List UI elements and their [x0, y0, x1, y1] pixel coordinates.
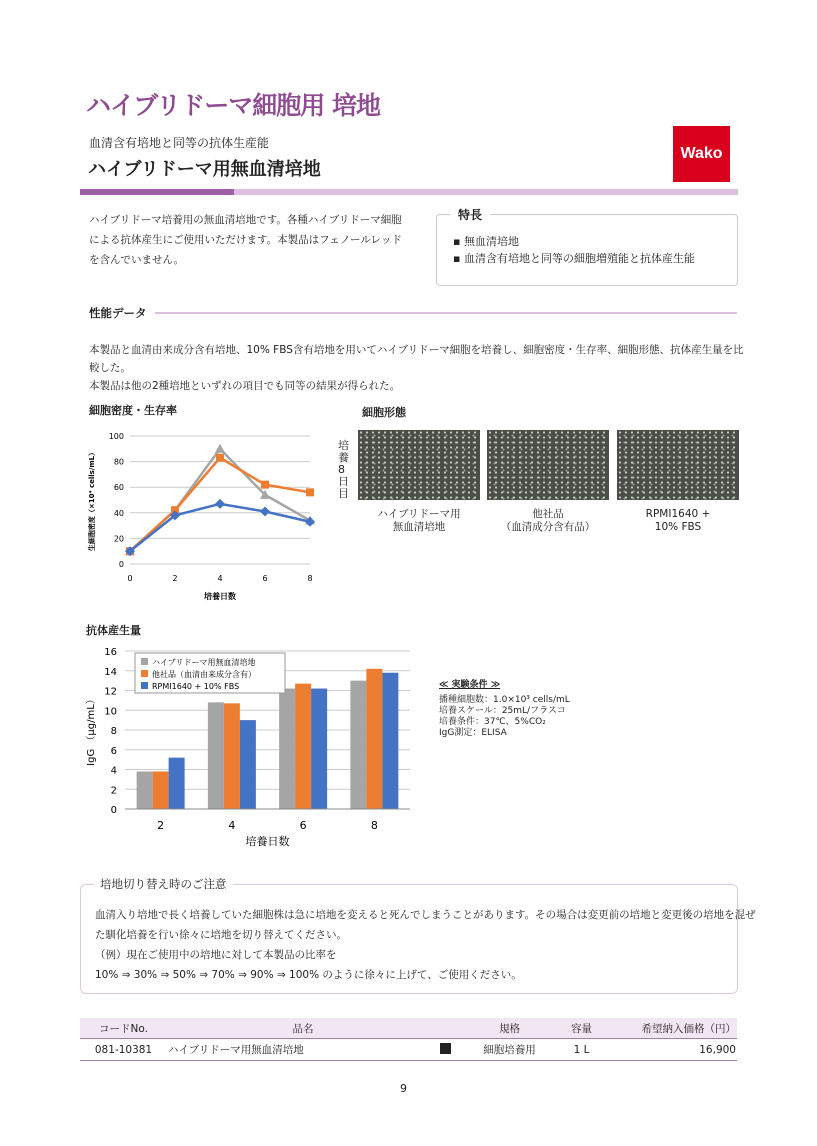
bar: [350, 681, 366, 809]
experiment-conditions: ≪ 実験条件 ≫ 播種細胞数：1.0×10³ cells/mL 培養スケール：25mL/フラスコ 培養条件：37℃、5%CO₂ IgG測定：ELISA: [439, 680, 570, 738]
bar: [366, 669, 382, 809]
subtitle: 血清含有培地と同等の抗体生産能: [89, 136, 270, 150]
intro-text: ハイブリドーマ培養用の無血清培地です。各種ハイブリドーマ細胞による抗体産生にご使用いただけます。本製品はフェノールレッドを含んでいません。: [89, 214, 402, 266]
page-title: ハイブリドーマ細胞用 培地: [86, 91, 380, 120]
cell-density-chart: [80, 420, 330, 610]
storage-icon: [439, 1039, 466, 1061]
micrograph-caption: 他社品 （血清成分含有品）: [500, 508, 596, 533]
data-point: [215, 499, 225, 509]
wako-logo: Wako: [673, 126, 730, 182]
data-point: [306, 488, 314, 496]
data-point: [216, 454, 224, 462]
page-number: 9: [400, 1082, 407, 1095]
legend-swatch: [141, 670, 148, 677]
bar: [169, 758, 185, 809]
y-tick-label: 14: [104, 666, 117, 678]
legend-swatch: [141, 658, 148, 665]
x-tick-label: 2: [157, 819, 165, 832]
product-name: ハイブリドーマ用無血清培地: [88, 159, 321, 180]
data-point: [261, 481, 269, 489]
bar: [311, 689, 327, 809]
x-tick-label: 2: [172, 574, 178, 583]
bar: [137, 771, 153, 809]
header-divider: [80, 189, 234, 195]
x-tick-label: 4: [217, 574, 223, 583]
x-tick-label: 8: [370, 819, 378, 832]
bar: [279, 689, 295, 809]
legend-label: ハイブリドーマ用無血清培地: [152, 658, 256, 667]
micrograph-image: [358, 430, 480, 500]
y-axis-label: 生細胞密度（×10⁴ cells/mL）: [88, 448, 96, 552]
bar-chart-title: 抗体産生量: [86, 624, 141, 637]
bar: [208, 702, 224, 809]
feature-item: ▪ 無血清培地: [453, 235, 519, 248]
features-label: 特長: [450, 206, 490, 223]
notice-text: 血清入り培地で長く培養していた細胞株は急に培地を変えると死んでしまうことがあります。その場合は変更前の培地と変更後の培地を混ぜ た馴化培養を行い徐々に培地を切り替えてください。 （例）現在ご使用中の培地に対して本製品の比率を 10% ⇒ 30% ⇒ 50% ⇒ 70% ⇒ 90% ⇒ 100% のように徐々に上げて、ご使用ください。: [95, 909, 756, 981]
x-axis-label: 培養日数: [245, 835, 290, 848]
micrograph-caption: RPMI1640 + 10% FBS: [645, 508, 711, 533]
data-point: [260, 507, 270, 517]
legend-label: RPMI1640 + 10% FBS: [152, 682, 240, 691]
y-tick-label: 12: [104, 686, 117, 698]
y-tick-label: 80: [113, 457, 124, 467]
y-tick-label: 60: [113, 483, 124, 493]
y-tick-label: 20: [113, 534, 124, 544]
section-heading: 性能データ: [89, 305, 155, 321]
notice-title: 培地切り替え時のご注意: [94, 876, 233, 892]
y-tick-label: 4: [110, 765, 117, 777]
bar: [240, 720, 256, 809]
legend-swatch: [141, 682, 148, 689]
product-table: [80, 1018, 737, 1061]
micrograph-image: [487, 430, 609, 500]
bar: [295, 684, 311, 809]
legend-label: 他社品（血清由来成分含有）: [152, 670, 256, 679]
igg-production-chart: [80, 640, 420, 850]
micrograph-image: [617, 430, 739, 500]
x-tick-label: 4: [228, 819, 236, 832]
y-tick-label: 10: [104, 706, 117, 718]
morphology-title: 細胞形態: [362, 406, 406, 419]
y-tick-label: 0: [110, 805, 117, 816]
header-divider-light: [234, 189, 738, 195]
bar: [382, 673, 398, 809]
y-tick-label: 0: [118, 560, 124, 569]
line-chart-title: 細胞密度・生存率: [89, 404, 177, 417]
micrograph-caption: ハイブリドーマ用 無血清培地: [377, 508, 461, 533]
table-header: コードNo. 品名 規格 容量 希望納入価格（円）: [80, 1018, 737, 1039]
y-tick-label: 40: [113, 508, 124, 518]
bar: [224, 703, 240, 809]
y-tick-label: 8: [110, 726, 117, 737]
x-tick-label: 8: [307, 574, 313, 583]
bar: [153, 771, 169, 809]
x-axis-label: 培養日数: [204, 592, 236, 601]
section-divider: [89, 312, 737, 314]
y-tick-label: 16: [104, 647, 117, 658]
feature-item: ▪ 血清含有培地と同等の細胞増殖能と抗体産生能: [453, 252, 695, 265]
morphology-side-label: 培養8日目: [338, 439, 349, 500]
y-tick-label: 100: [108, 432, 124, 441]
performance-description: 本製品と血清由来成分含有培地、10% FBS含有培地を用いてハイブリドーマ細胞を培養し、細胞密度・生存率、細胞形態、抗体産生量を比較した。 本製品は他の2種培地といずれの項目でも同等の結果が得られた。: [89, 344, 744, 392]
x-tick-label: 6: [262, 574, 268, 583]
table-row: 081-10381 ハイブリドーマ用無血清培地 細胞培養用 1 L 16,900: [80, 1039, 737, 1061]
y-tick-label: 2: [110, 785, 117, 797]
x-tick-label: 0: [127, 574, 133, 583]
x-tick-label: 6: [299, 819, 307, 832]
y-axis-label: IgG （μg/mL）: [86, 694, 97, 766]
data-point: [215, 444, 225, 453]
features-box: [436, 214, 738, 286]
y-tick-label: 6: [110, 745, 117, 757]
